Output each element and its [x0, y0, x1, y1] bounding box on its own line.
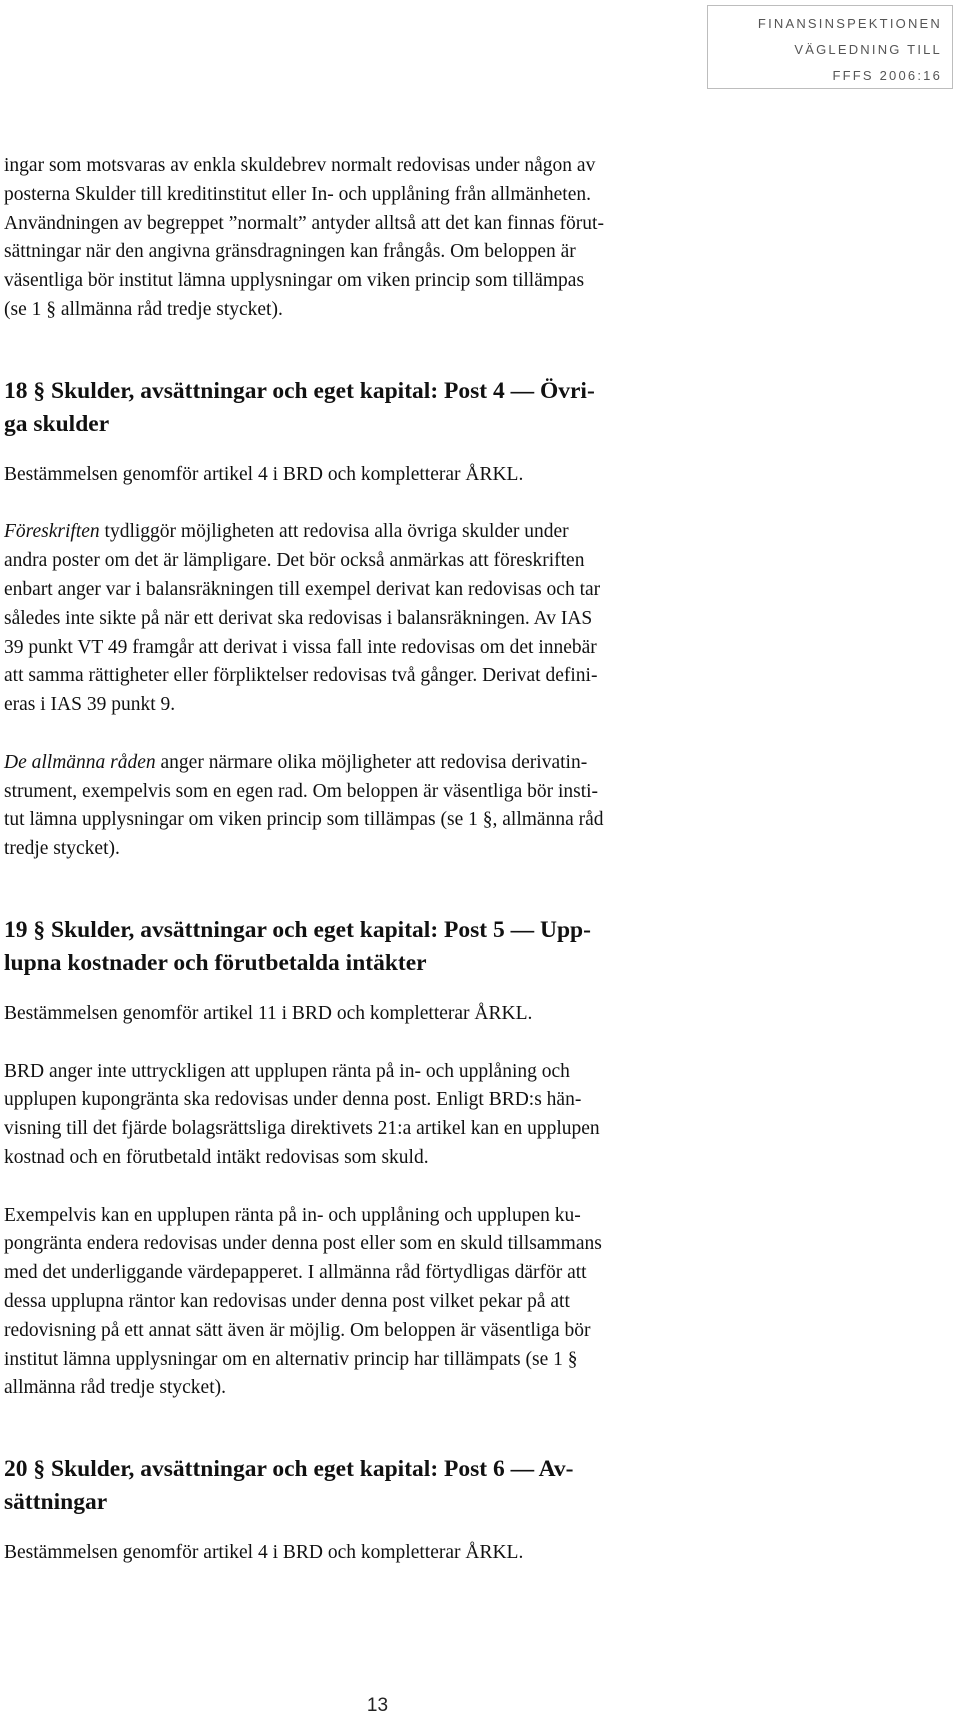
heading-line: ga skulder: [4, 410, 110, 437]
section-19-paragraph-3: [4, 1202, 754, 1404]
emphasis-foreskriften: Föreskriften: [4, 521, 100, 543]
heading-line: 20 § Skulder, avsättningar och eget kapital: Post 6 — Av-: [4, 1456, 574, 1483]
text-line: 39 punkt VT 49 framgår att derivat i vissa fall inte redovisas om det innebär: [4, 636, 597, 658]
emphasis-allmanna-raden: De allmänna råden: [4, 751, 156, 773]
section-18-paragraph-2: [4, 518, 754, 720]
text-line: eras i IAS 39 punkt 9.: [4, 694, 176, 716]
document-body: [4, 152, 754, 1597]
text-fragment: anger närmare olika möjligheter att redovisa derivatin-: [155, 751, 588, 773]
intro-paragraph: [4, 152, 754, 325]
section-18-heading: [4, 375, 754, 441]
heading-line: lupna kostnader och förutbetalda intäkter: [4, 949, 427, 976]
text-line: (se 1 § allmänna råd tredje stycket).: [4, 298, 283, 320]
heading-line: 18 § Skulder, avsättningar och eget kapital: Post 4 — Övri-: [4, 377, 595, 404]
text-line: andra poster om det är lämpligare. Det bör också anmärkas att föreskriften: [4, 550, 585, 572]
text-line: enbart anger var i balansräkningen till exempel derivat kan redovisas och tar: [4, 578, 601, 600]
text-line: redovisning på ett annat sätt även är möjlig. Om beloppen är väsentliga bör: [4, 1319, 591, 1341]
text-line: visning till det fjärde bolagsrättsliga direktivets 21:a artikel kan en upplupen: [4, 1118, 600, 1140]
text-line: sättningar när den angivna gränsdragningen kan frångås. Om beloppen är: [4, 241, 576, 263]
text-line: [4, 518, 754, 547]
section-20-heading: [4, 1453, 754, 1519]
document-header-box: [707, 5, 953, 89]
text-line: posterna Skulder till kreditinstitut eller In- och upplåning från allmänheten.: [4, 183, 592, 205]
text-line: Bestämmelsen genomför artikel 4 i BRD och kompletterar ÅRKL.: [4, 1542, 524, 1564]
text-line: pongränta endera redovisas under denna post eller som en skuld tillsammans: [4, 1233, 602, 1255]
text-line: således inte sikte på när ett derivat ska redovisas i balansräkningen. Av IAS: [4, 607, 593, 629]
header-regulation-code: FFFS 2006:16: [832, 68, 942, 83]
text-line: BRD anger inte uttryckligen att upplupen ränta på in- och upplåning och: [4, 1060, 570, 1082]
text-line: dessa upplupna räntor kan redovisas under denna post vilket pekar på att: [4, 1290, 570, 1312]
text-line: Användningen av begreppet ”normalt” antyder alltså att det kan finnas förut-: [4, 212, 604, 234]
section-19-paragraph-1: [4, 1000, 754, 1029]
text-line: ingar som motsvaras av enkla skuldebrev normalt redovisas under någon av: [4, 155, 596, 176]
text-line: tut lämna upplysningar om viken princip som tillämpas (se 1 §, allmänna råd: [4, 809, 604, 831]
section-19-heading: [4, 914, 754, 980]
text-line: Exempelvis kan en upplupen ränta på in- och upplåning och upplupen ku-: [4, 1204, 581, 1226]
section-19-paragraph-2: [4, 1058, 754, 1173]
text-line: strument, exempelvis som en egen rad. Om beloppen är väsentliga bör insti-: [4, 780, 599, 802]
header-document-type: VÄGLEDNING TILL: [794, 42, 942, 57]
section-18-paragraph-1: [4, 461, 754, 490]
page-number: 13: [366, 1695, 389, 1716]
text-line: institut lämna upplysningar om en alternativ princip har tillämpats (se 1 §: [4, 1348, 578, 1370]
text-line: Bestämmelsen genomför artikel 4 i BRD och kompletterar ÅRKL.: [4, 463, 524, 485]
text-line: [4, 749, 754, 778]
text-line: tredje stycket).: [4, 838, 120, 860]
heading-line: 19 § Skulder, avsättningar och eget kapital: Post 5 — Upp-: [4, 916, 591, 943]
text-line: väsentliga bör institut lämna upplysningar om viken princip som tillämpas: [4, 270, 585, 292]
heading-line: sättningar: [4, 1489, 108, 1516]
text-line: med det underliggande värdepapperet. I allmänna råd förtydligas därför att: [4, 1262, 587, 1284]
text-line: Bestämmelsen genomför artikel 11 i BRD och kompletterar ÅRKL.: [4, 1002, 533, 1024]
header-organization: FINANSINSPEKTIONEN: [757, 16, 942, 31]
text-line: att samma rättigheter eller förpliktelser redovisas två gånger. Derivat defini-: [4, 665, 598, 687]
text-line: kostnad och en förutbetald intäkt redovisas som skuld.: [4, 1146, 429, 1168]
text-line: upplupen kupongränta ska redovisas under denna post. Enligt BRD:s hän-: [4, 1089, 582, 1111]
text-line: allmänna råd tredje stycket).: [4, 1377, 226, 1399]
text-fragment: tydliggör möjligheten att redovisa alla övriga skulder under: [99, 521, 569, 543]
section-20-paragraph-1: [4, 1539, 754, 1568]
section-18-paragraph-3: [4, 749, 754, 864]
